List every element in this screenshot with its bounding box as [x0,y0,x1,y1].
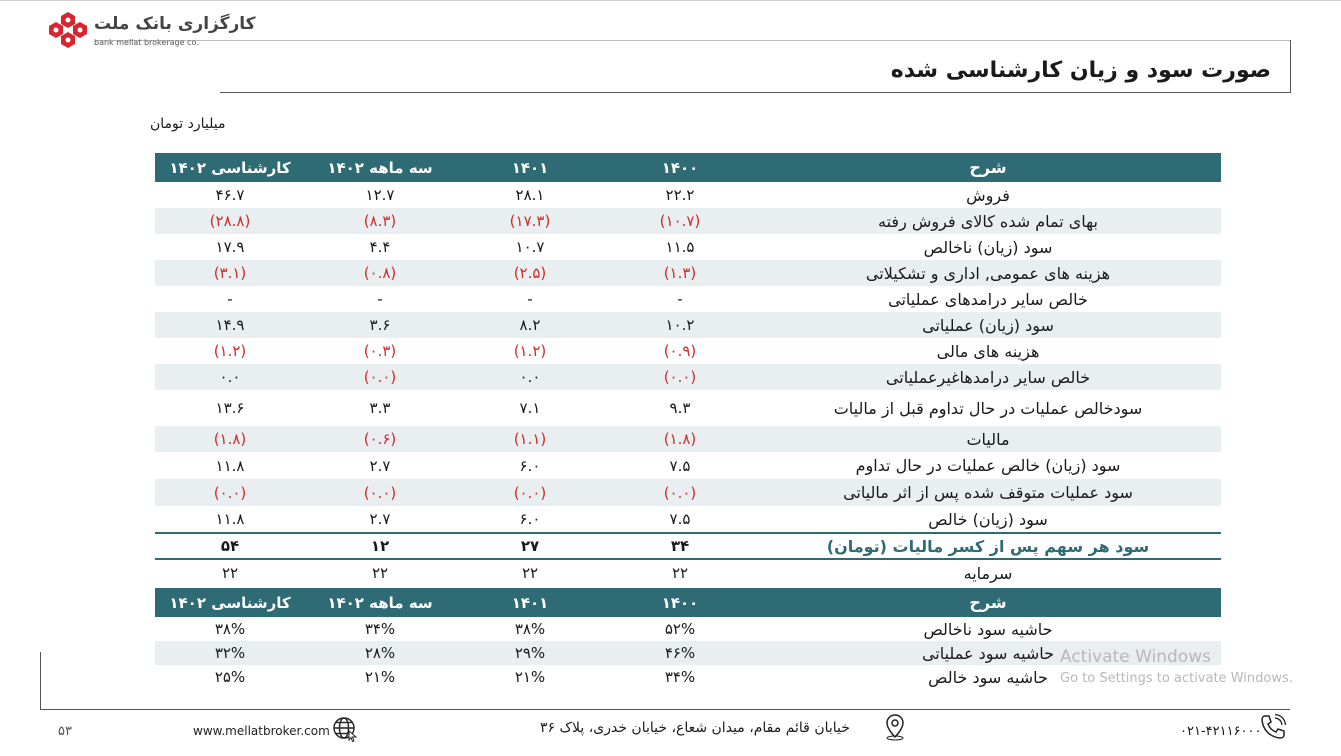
table-cell: ۱۳.۶ [215,399,245,417]
table-cell: ۱۱.۸ [215,510,245,528]
table-row [155,452,1221,479]
table-cell: - [377,290,383,308]
table-cell: ۲۱% [364,668,396,686]
table-cell: (۱.۱) [513,430,547,448]
table-cell: ۱۱.۵ [665,238,695,256]
row-label: سود (زیان) ناخالص [923,237,1053,257]
table-cell: - [527,290,533,308]
table-cell: (۲.۵) [513,264,547,282]
table-cell: ۲۹% [514,644,546,662]
table-cell: ۲۵% [214,668,246,686]
table-cell: ۲۱% [514,668,546,686]
table-cell: (۰.۹) [663,342,697,360]
table-cell: ۳۴% [364,620,396,638]
table-row [155,364,1221,390]
table-row [155,234,1221,260]
page-title: صورت سود و زیان کارشناسی شده [890,58,1271,83]
table-cell: ۳۸% [514,620,546,638]
table-cell: ۱۰.۲ [665,316,695,334]
row-label: حاشیه سود ناخالص [923,619,1053,639]
table-cell: ۵۲% [664,620,696,638]
income-statement-table [155,153,1221,586]
address-text: خیابان قائم مقام، میدان شعاع، خیابان خدری، پلاک ۳۶ [540,720,850,736]
table-cell: ۲۲ [671,564,689,582]
table-cell: ۳.۶ [369,316,391,334]
table-cell: (۰.۳) [363,342,397,360]
row-label: سودخالص عملیات در حال تداوم قبل از مالیات [833,398,1143,418]
table-cell: ۷.۵ [669,456,691,475]
table-cell: ۳۸% [214,620,246,638]
table-cell: ۲۲ [521,564,539,582]
table-cell: ۴۶.۷ [215,186,245,204]
table-cell: (۱۷.۳) [509,212,551,230]
col-header: ۱۴۰۱ [511,158,549,177]
table-row [155,479,1221,506]
row-label: مالیات [966,429,1010,449]
table-row [155,312,1221,338]
table-cell: ۹.۳ [669,399,691,417]
row-label: هزینه های عمومی, اداری و تشکیلاتی [865,263,1111,283]
table-cell: ۸.۲ [519,316,541,334]
table-cell: (۰.۰) [513,483,547,502]
table-cell: (۲۸.۸) [209,212,251,230]
table-row [155,286,1221,312]
table-cell: ۲۸% [364,644,396,662]
table-cell: ۷.۱ [519,399,541,417]
row-label: سود هر سهم پس از کسر مالیات (تومان) [826,536,1150,556]
table-cell: (۱.۸) [213,430,247,448]
table-cell: ۳۲% [214,644,246,662]
table-cell: (۱.۲) [513,342,547,360]
row-label: سرمایه [963,563,1013,583]
table-row [155,560,1221,586]
table-cell: ۲.۷ [369,510,391,528]
col-header: شرح [969,158,1007,177]
table-row [155,208,1221,234]
table-cell: ۷.۵ [669,510,691,528]
table-row [155,506,1221,532]
brand-logo [48,10,288,54]
frame-top [0,0,1341,1]
frame-left-edge [40,652,41,710]
table-cell: (۰.۰) [363,483,397,502]
row-label: سود (زیان) خالص [928,509,1048,529]
table-cell: ۲.۷ [369,456,391,475]
table-cell: (۰.۸) [363,264,397,282]
table-row [155,338,1221,364]
table-cell: (۳.۱) [213,264,247,282]
title-underline [220,92,1291,93]
row-label: سود (زیان) عملیاتی [922,315,1054,335]
col-header: سه ماهه ۱۴۰۲ [327,593,433,612]
frame-right-edge [1290,40,1291,92]
table-header [155,153,1221,182]
table-cell: - [227,290,233,308]
table-cell: - [677,290,683,308]
table-row [155,390,1221,426]
row-label: حاشیه سود عملیاتی [921,643,1055,663]
table-header [155,588,1221,617]
table-cell: ۱۷.۹ [215,238,245,256]
table-cell: (۰.۶) [363,430,397,448]
col-header: ۱۴۰۰ [661,593,699,612]
table-cell: (۰.۰) [663,483,697,502]
logo-mark-icon [48,10,88,50]
table-row [155,260,1221,286]
col-header: ۱۴۰۰ [661,158,699,177]
table-cell: ۱۴.۹ [215,316,245,334]
table-cell: (۰.۰) [363,368,397,386]
eps-row [155,532,1221,560]
page-number: ۵۳ [58,724,72,739]
row-label: خالص سایر درامدهاغیرعملیاتی [885,367,1091,387]
row-label: حاشیه سود خالص [928,667,1048,687]
table-cell: ۲۸.۱ [515,186,545,204]
table-cell: ۰.۰ [219,368,241,386]
table-cell: ۱۰.۷ [515,238,545,256]
table-cell: ۴۶% [664,644,696,662]
table-cell: ۳۴ [670,537,690,555]
footer-divider [40,709,1290,710]
col-header: سه ماهه ۱۴۰۲ [327,158,433,177]
table-cell: ۶.۰ [519,456,541,475]
table-cell: (۱.۸) [663,430,697,448]
table-cell: ۵۴ [220,537,240,555]
row-label: سود (زیان) خالص عملیات در حال تداوم [855,456,1121,475]
phone-icon [1258,712,1288,742]
table-row [155,617,1221,641]
table-cell: (۸.۳) [363,212,397,230]
watermark-subtitle: Go to Settings to activate Windows. [1060,671,1293,686]
table-cell: (۰.۰) [663,368,697,386]
table-cell: ۱۱.۸ [215,456,245,475]
row-label: هزینه های مالی [936,341,1040,361]
table-cell: ۲۲ [221,564,239,582]
watermark-title: Activate Windows [1060,647,1211,667]
table-cell: ۳۴% [664,668,696,686]
logo-text-en: bank mellat brokerage co. [94,38,199,47]
website-link[interactable]: www.mellatbroker.com [193,724,330,738]
table-cell: ۴.۴ [369,238,391,256]
location-pin-icon [883,713,907,741]
row-label: سود عملیات متوقف شده پس از اثر مالیاتی [843,483,1133,502]
table-cell: (۱.۳) [663,264,697,282]
table-cell: (۱۰.۷) [659,212,701,230]
globe-icon [332,716,358,742]
table-cell: ۲۲.۲ [665,186,695,204]
row-label: خالص سایر درامدهای عملیاتی [888,289,1088,309]
table-cell: (۱.۲) [213,342,247,360]
col-header: کارشناسی ۱۴۰۲ [169,593,291,612]
row-label: بهای تمام شده کالای فروش رفته [878,211,1098,231]
phone-number: ۰۲۱-۴۲۱۱۶۰۰۰ [1180,724,1262,739]
table-cell: ۲۲ [371,564,389,582]
table-row [155,182,1221,208]
unit-label: میلیارد تومان [150,116,226,132]
table-row [155,426,1221,452]
logo-text-fa: کارگزاری بانک ملت [94,14,256,34]
col-header: شرح [969,593,1007,612]
col-header: ۱۴۰۱ [511,593,549,612]
table-cell: ۱۲ [370,537,390,555]
table-cell: (۰.۰) [213,483,247,502]
table-cell: ۱۲.۷ [365,186,395,204]
table-cell: ۶.۰ [519,510,541,528]
table-cell: ۳.۳ [369,399,391,417]
table-cell: ۰.۰ [519,368,541,386]
table-cell: ۲۷ [520,537,540,555]
col-header: کارشناسی ۱۴۰۲ [169,158,291,177]
row-label: فروش [966,185,1010,205]
